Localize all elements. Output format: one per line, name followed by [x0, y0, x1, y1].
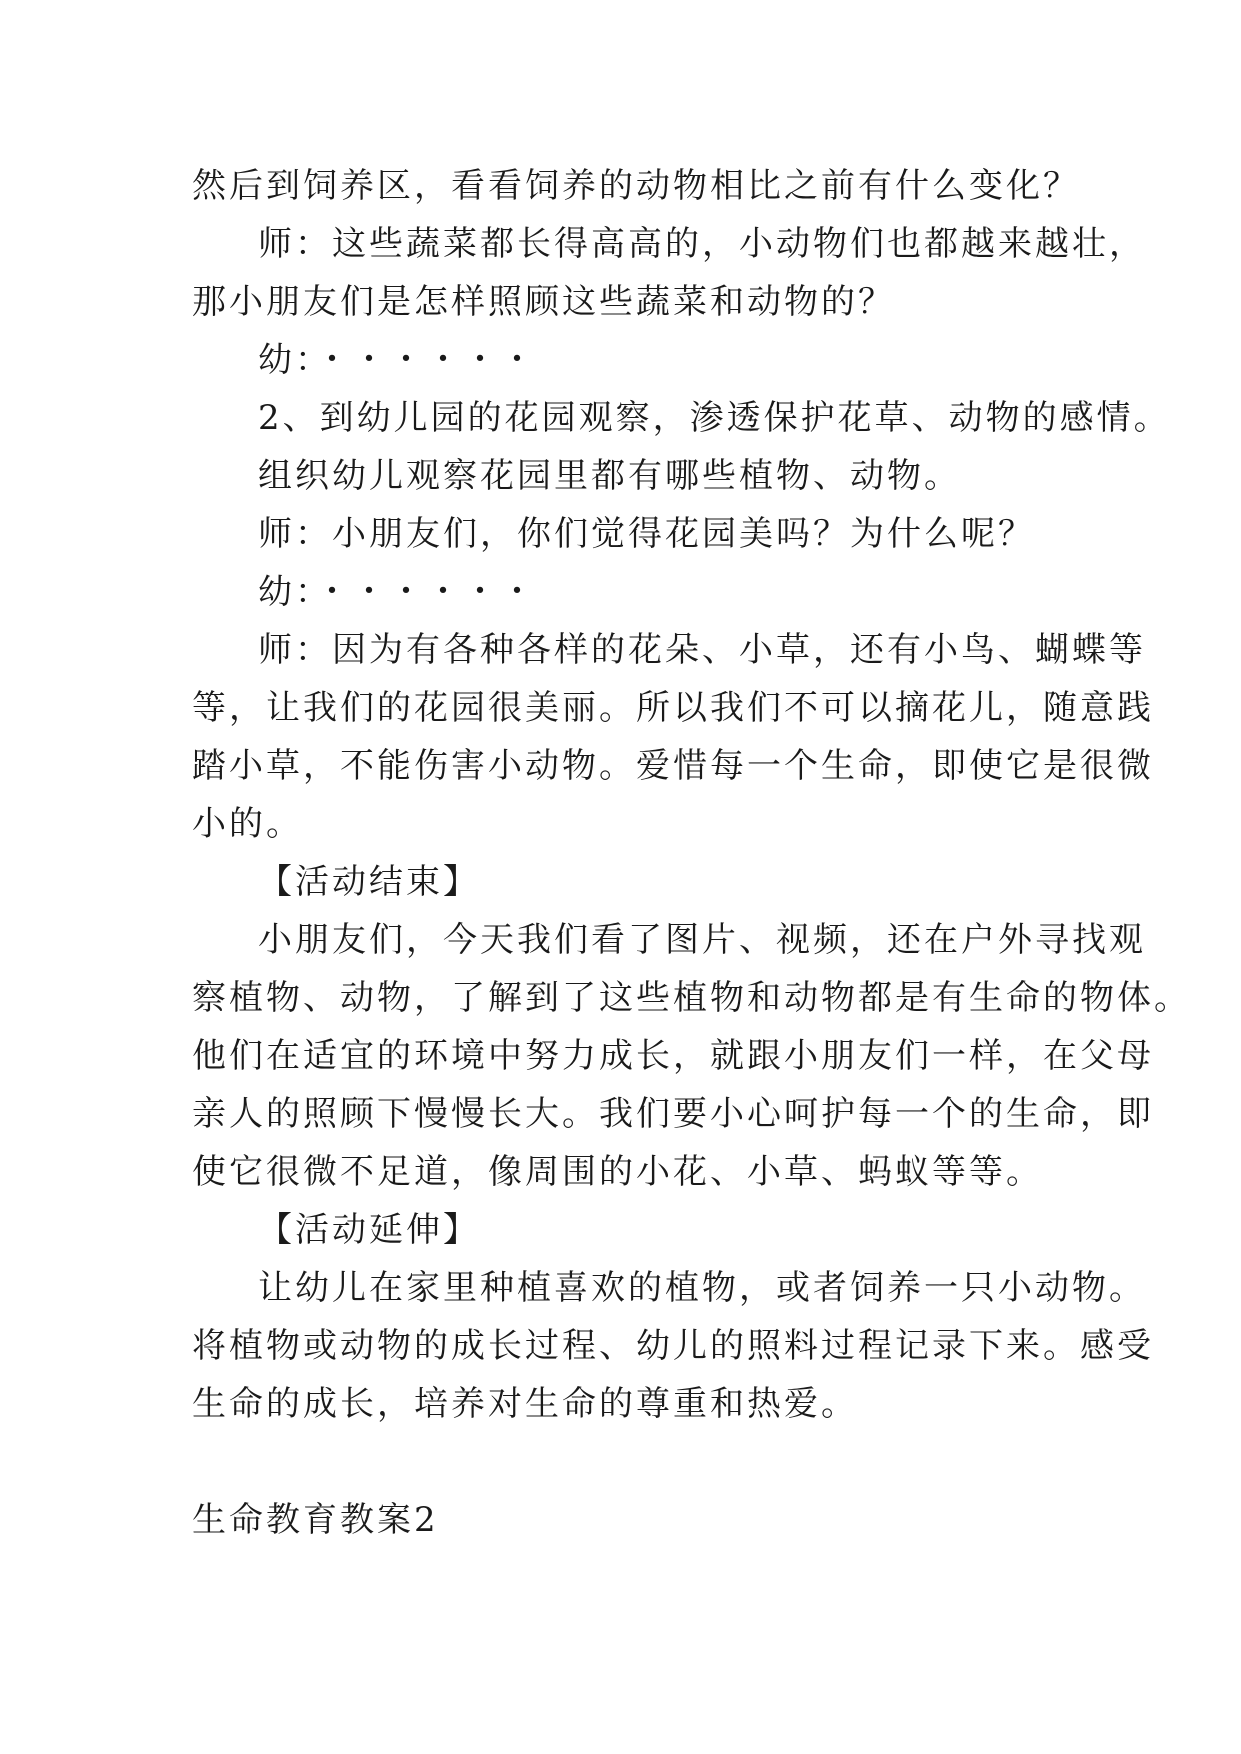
paragraph-line: 等，让我们的花园很美丽。所以我们不可以摘花儿，随意践	[192, 688, 1154, 728]
paragraph-line: 师：小朋友们，你们觉得花园美吗？为什么呢？	[258, 514, 1035, 554]
section-heading: 【活动结束】	[258, 862, 480, 902]
paragraph-line: 师：这些蔬菜都长得高高的，小动物们也都越来越壮，	[258, 224, 1146, 264]
paragraph-line: 让幼儿在家里种植喜欢的植物，或者饲养一只小动物。	[258, 1268, 1146, 1308]
paragraph-line: 亲人的照顾下慢慢长大。我们要小心呵护每一个的生命，即	[192, 1094, 1154, 1134]
paragraph-line: 师：因为有各种各样的花朵、小草，还有小鸟、蝴蝶等	[258, 630, 1146, 670]
paragraph-line: 使它很微不足道，像周围的小花、小草、蚂蚁等等。	[192, 1152, 1043, 1192]
paragraph-line: 将植物或动物的成长过程、幼儿的照料过程记录下来。感受	[192, 1326, 1154, 1366]
paragraph-line: 那小朋友们是怎样照顾这些蔬菜和动物的？	[192, 282, 895, 322]
section-heading: 【活动延伸】	[258, 1210, 480, 1250]
paragraph-line: 幼：・・・・・・	[258, 572, 537, 612]
paragraph-line: 小朋友们，今天我们看了图片、视频，还在户外寻找观	[258, 920, 1146, 960]
paragraph-line: 小的。	[192, 804, 303, 844]
paragraph-line: 组织幼儿观察花园里都有哪些植物、动物。	[258, 456, 961, 496]
paragraph-line: 踏小草，不能伤害小动物。爱惜每一个生命，即使它是很微	[192, 746, 1154, 786]
document-title: 生命教育教案2	[192, 1500, 439, 1540]
paragraph-line: 他们在适宜的环境中努力成长，就跟小朋友们一样，在父母	[192, 1036, 1154, 1076]
paragraph-line: 然后到饲养区，看看饲养的动物相比之前有什么变化？	[192, 166, 1080, 206]
paragraph-line: 幼：・・・・・・	[258, 340, 537, 380]
paragraph-line: 2、到幼儿园的花园观察，渗透保护花草、动物的感情。	[258, 398, 1171, 438]
paragraph-line: 察植物、动物，了解到了这些植物和动物都是有生命的物体。	[192, 978, 1191, 1018]
paragraph-line: 生命的成长，培养对生命的尊重和热爱。	[192, 1384, 858, 1424]
